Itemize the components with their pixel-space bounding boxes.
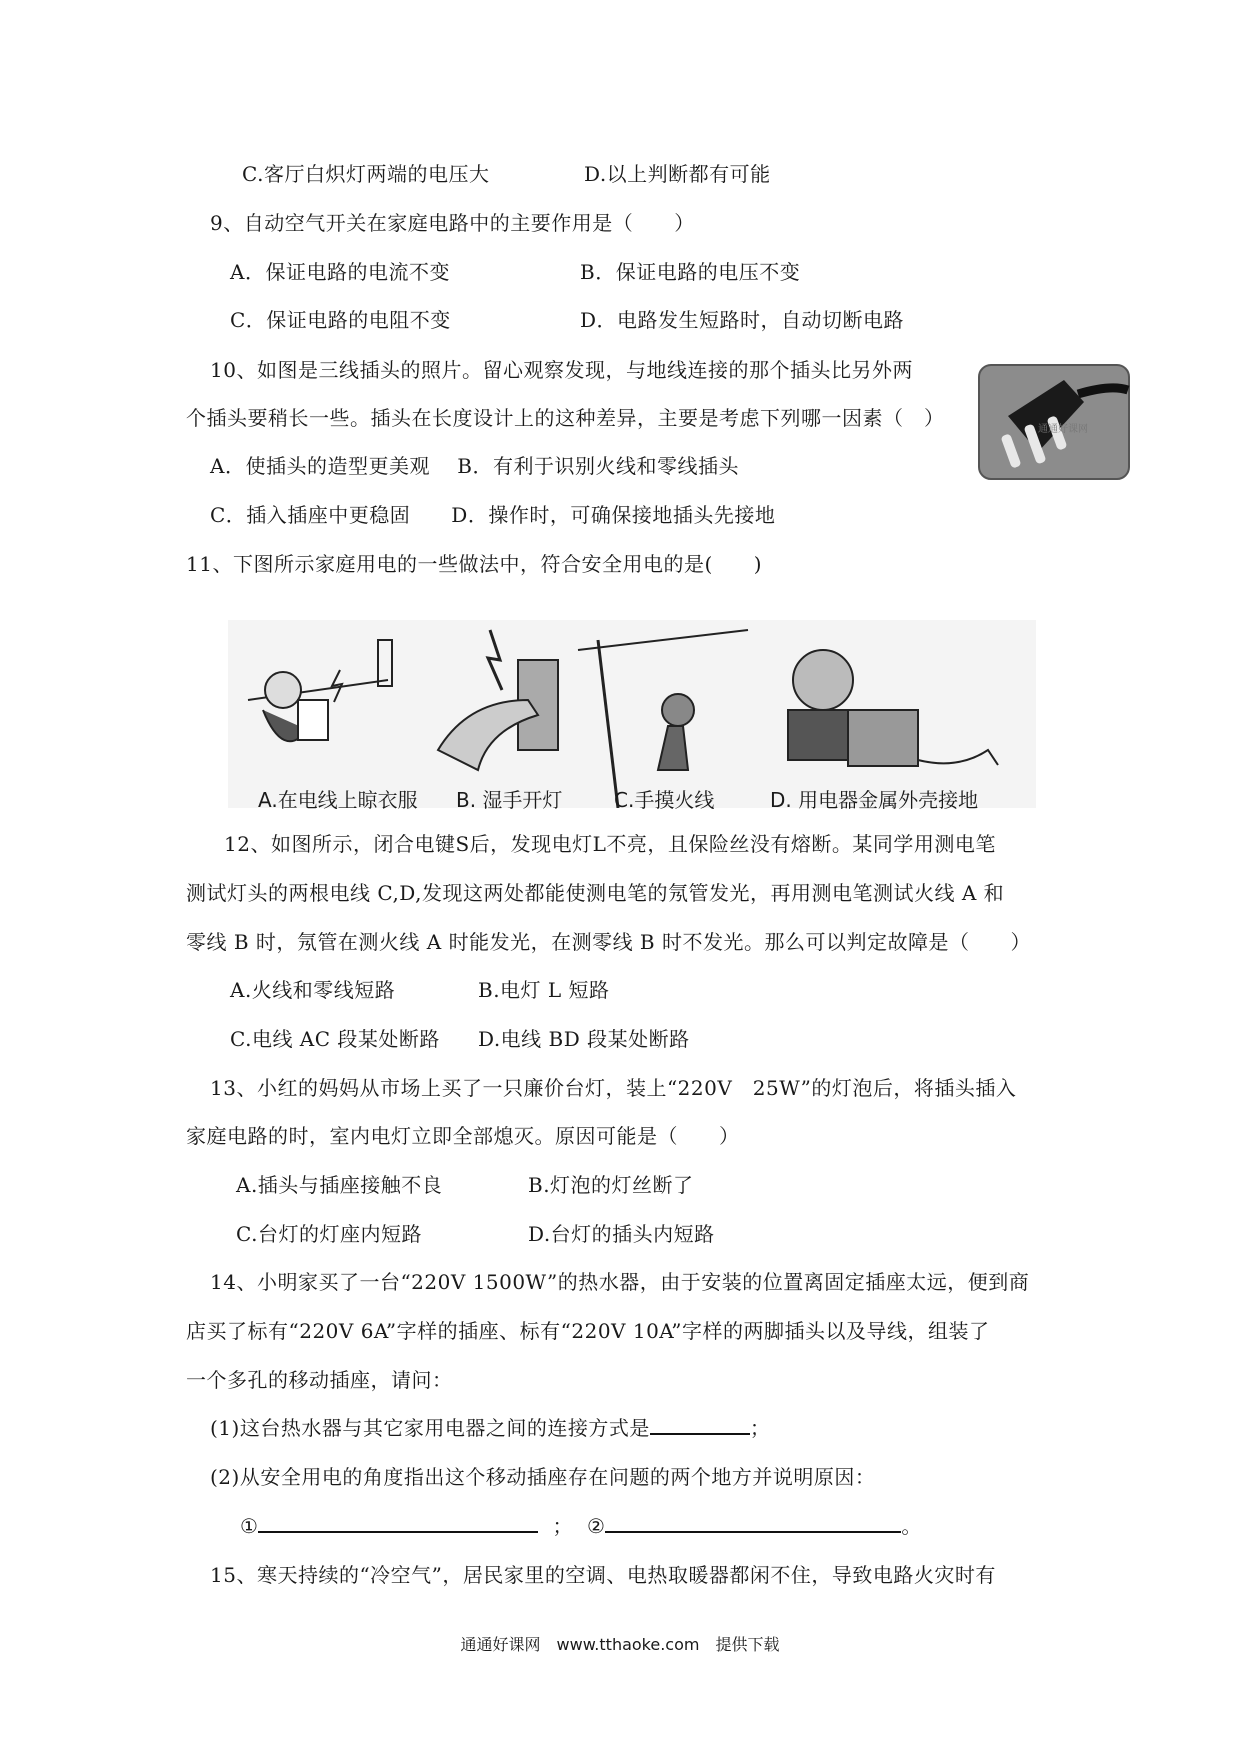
q8-option-d: D.以上判断都有可能	[584, 162, 771, 186]
q14-sub2: (2)从安全用电的角度指出这个移动插座存在问题的两个地方并说明原因：	[210, 1465, 876, 1489]
q13-option-a: A.插头与插座接触不良	[236, 1173, 443, 1197]
q9-option-a: A．保证电路的电流不变	[230, 260, 450, 284]
safety-illustration	[228, 620, 1036, 808]
circle-one: ①	[240, 1514, 259, 1538]
q13-option-b: B.灯泡的灯丝断了	[528, 1173, 694, 1197]
q10-stem-line1: 10、如图是三线插头的照片。留心观察发现，与地线连接的那个插头比另外两	[210, 358, 913, 382]
q13-stem-line2: 家庭电路的时，室内电灯立即全部熄灭。原因可能是（ ）	[186, 1124, 740, 1148]
q9-option-b: B．保证电路的电压不变	[580, 260, 801, 284]
circle-two: ②	[586, 1514, 606, 1538]
q9-stem: 9、自动空气开关在家庭电路中的主要作用是（ ）	[210, 211, 695, 235]
q11-caption-a: A.在电线上晾衣服	[258, 788, 418, 812]
end-mark: 。	[901, 1514, 922, 1538]
q14-stem-line3: 一个多孔的移动插座，请问：	[186, 1368, 453, 1392]
q11-caption-d: D. 用电器金属外壳接地	[770, 788, 979, 812]
q11-caption-c: C.手摸火线	[614, 788, 715, 812]
q14-sub1	[210, 1414, 770, 1442]
q14-answers	[240, 1512, 922, 1540]
q15-stem-line1: 15、寒天持续的“冷空气”，居民家里的空调、电热取暖器都闲不住，导致电路火灾时有	[210, 1563, 996, 1587]
q11-caption-b: B. 湿手开灯	[456, 788, 563, 812]
q8-option-c: C.客厅白炽灯两端的电压大	[242, 162, 490, 186]
plug-watermark: 通通好课网	[1038, 424, 1088, 435]
q12-option-d: D.电线 BD 段某处断路	[478, 1027, 690, 1051]
footer-credit: 通通好课网 www.tthaoke.com 提供下载	[460, 1635, 780, 1654]
q12-stem-line1: 12、如图所示，闭合电键S后，发现电灯L不亮，且保险丝没有熔断。某同学用测电笔	[224, 832, 996, 856]
q12-stem-line2: 测试灯头的两根电线 C,D,发现这两处都能使测电笔的氖管发光，再用测电笔测试火线 A 和	[186, 881, 1005, 905]
q9-option-c: C．保证电路的电阻不变	[230, 308, 451, 332]
separator: ；	[552, 1514, 573, 1538]
q14-stem-line2: 店买了标有“220V 6A”字样的插座、标有“220V 10A”字样的两脚插头以及导线，组装了	[186, 1319, 990, 1343]
q14-answer-blank-2[interactable]	[258, 1513, 538, 1533]
q14-sub1-end: ；	[749, 1416, 771, 1440]
q12-stem-line3: 零线 B 时，氖管在测火线 A 时能发光，在测零线 B 时不发光。那么可以判定故障是（ ）	[186, 930, 1031, 954]
q9-option-d: D．电路发生短路时，自动切断电路	[580, 308, 905, 332]
q14-answer-blank-1[interactable]	[650, 1415, 750, 1435]
q11-stem: 11、下图所示家庭用电的一些做法中，符合安全用电的是( )	[186, 552, 763, 576]
q12-option-c: C.电线 AC 段某处断路	[230, 1027, 440, 1051]
q12-option-b: B.电灯 L 短路	[478, 978, 610, 1002]
q14-sub1-text: (1)这台热水器与其它家用电器之间的连接方式是	[210, 1416, 650, 1440]
q12-option-a: A.火线和零线短路	[230, 978, 396, 1002]
q13-stem-line1: 13、小红的妈妈从市场上买了一只廉价台灯，装上“220V 25W”的灯泡后，将插头插入	[210, 1076, 1017, 1100]
q14-answer-blank-3[interactable]	[605, 1513, 901, 1533]
q14-stem-line1: 14、小明家买了一台“220V 1500W”的热水器，由于安装的位置离固定插座太远，便到商	[210, 1270, 1030, 1294]
q10-options-cd: C．插入插座中更稳固 D．操作时，可确保接地插头先接地	[210, 503, 776, 527]
three-pin-plug-photo	[978, 364, 1130, 480]
q10-stem-line2: 个插头要稍长一些。插头在长度设计上的这种差异，主要是考虑下列哪一因素（ ）	[186, 406, 945, 430]
q10-options-ab: A．使插头的造型更美观 B．有利于识别火线和零线插头	[210, 454, 739, 478]
q13-option-c: C.台灯的灯座内短路	[236, 1222, 422, 1246]
q13-option-d: D.台灯的插头内短路	[528, 1222, 715, 1246]
